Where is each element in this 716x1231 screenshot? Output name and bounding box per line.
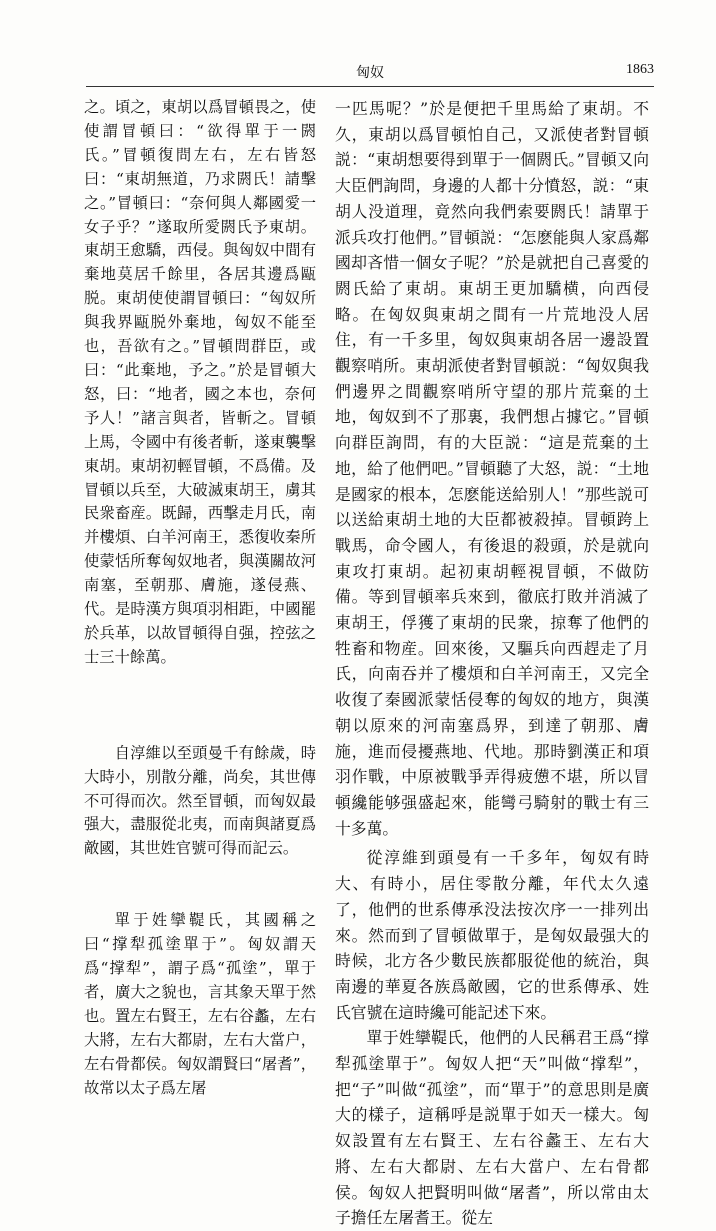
modern-paragraph-3: 單于姓攣鞮氏，他們的人民稱君王爲“撑犁孤塗單于”。匈奴人把“天”叫做“撑犁”，把“子”叫做“孤塗”，而“單于”的意思則是廣大的樣子，這稱呼是説單于如天一樣大。匈奴設置有左右賢王、左右谷蠡王、左右大將、左右大都尉、左右大當户、左右骨都侯。匈奴人把賢明叫做“屠耆”，所以常由太子擔任左屠耆王。從左 bbox=[335, 1028, 649, 1228]
running-title: 匈奴 bbox=[356, 65, 384, 81]
page-number: 1863 bbox=[626, 62, 654, 77]
classical-text-column bbox=[84, 96, 316, 1101]
classical-paragraph-2: 自淳維以至頭曼千有餘歲，時大時小，別散分離，尚矣，其世傳不可得而次。然至冒頓，而匈奴最强大，盡服從北夷，而南與諸夏爲敵國，其世姓官號可得而記云。 bbox=[84, 743, 316, 858]
classical-paragraph-3: 單于姓攣鞮氏，其國稱之曰“撑犁孤塗單于”。匈奴謂天爲“撑犁”，謂子爲“孤塗”，單于者，廣大之貌也，言其象天單于然也。置左右賢王，左右谷蠡，左右大將，左右大都尉，左右大當户，左右骨都侯。匈奴謂賢曰“屠耆”，故常以太子爲左屠 bbox=[84, 911, 316, 1097]
modern-translation-column bbox=[335, 96, 649, 1231]
classical-paragraph-1: 之。頃之，東胡以爲冒頓畏之，使使謂冒頓曰：“欲得單于一閼氏。”冒頓復問左右，左右皆怒曰：“東胡無道，乃求閼氏！請擊之。”冒頓曰：“奈何與人鄰國愛一女子乎？”遂取所愛閼氏予東胡。東胡王愈驕，西侵。與匈奴中間有棄地莫居千餘里，各居其邊爲甌脱。東胡使使謂冒頓曰：“匈奴所與我界甌脱外棄地，匈奴不能至也，吾欲有之。”冒頓問群臣，或曰：“此棄地，予之。”於是冒頓大怒，曰：“地者，國之本也，奈何予人！”諸言與者，皆斬之。冒頓上馬，令國中有後者斬，遂東襲擊東胡。東胡初輕冒頓，不爲備。及冒頓以兵至，大破滅東胡王，虜其民衆畜産。既歸，西擊走月氏，南并樓煩、白羊河南王，悉復收秦所使蒙恬所奪匈奴地者，與漢關故河南塞，至朝那、膚施，遂侵燕、代。是時漢方與項羽相距，中國罷於兵革，以故冒頓得自强，控弦之士三十餘萬。 bbox=[84, 98, 316, 666]
page-header bbox=[86, 62, 654, 87]
modern-paragraph-2: 從淳維到頭曼有一千多年，匈奴有時大、有時小，居住零散分離，年代太久遠了，他們的世系傳承没法按次序一一排列出來。然而到了冒頓做單于，是匈奴最强大的時候，北方各少數民族都服從他的統治，與南邊的華夏各族爲敵國，它的世系傳承、姓氏官號在這時纔可能記述下來。 bbox=[335, 848, 649, 1022]
modern-paragraph-1: 一匹馬呢？”於是便把千里馬給了東胡。不久，東胡以爲冒頓怕自己，又派使者對冒頓説：“東胡想要得到單于一個閼氏。”冒頓又向大臣們詢問，身邊的人都十分憤怒，説：“東胡人没道理，竟然向我們索要閼氏！請單于派兵攻打他們。”冒頓説：“怎麽能與人家爲鄰國却吝惜一個女子呢？”於是就把自己喜愛的閼氏給了東胡。東胡王更加驕横，向西侵略。在匈奴與東胡之間有一片荒地没人居住，有一千多里，匈奴與東胡各居一邊設置觀察哨所。東胡派使者對冒頓説：“匈奴與我們邊界之間觀察哨所守望的那片荒棄的土地，匈奴到不了那裏，我們想占據它。”冒頓向群臣詢問，有的大臣説：“這是荒棄的土地，給了他們吧。”冒頓聽了大怒，説：“土地是國家的根本，怎麽能送給别人！”那些説可以送給東胡土地的大臣都被殺掉。冒頓跨上戰馬，命令國人，有後退的殺頭，於是就向東攻打東胡。起初東胡輕視冒頓，不做防備。等到冒頓率兵來到，徹底打敗并消滅了東胡王，俘獲了東胡的民衆，掠奪了他們的牲畜和物産。回來後，又驅兵向西趕走了月氏，向南吞并了樓煩和白羊河南王，又完全收復了秦國派蒙恬侵奪的匈奴的地方，與漢朝以原來的河南塞爲界，到達了朝那、膚施，進而侵擾燕地、代地。那時劉漢正和項羽作戰，中原被戰爭弄得疲憊不堪，所以冒頓纔能够强盛起來，能彎弓騎射的戰士有三十多萬。 bbox=[335, 99, 649, 838]
